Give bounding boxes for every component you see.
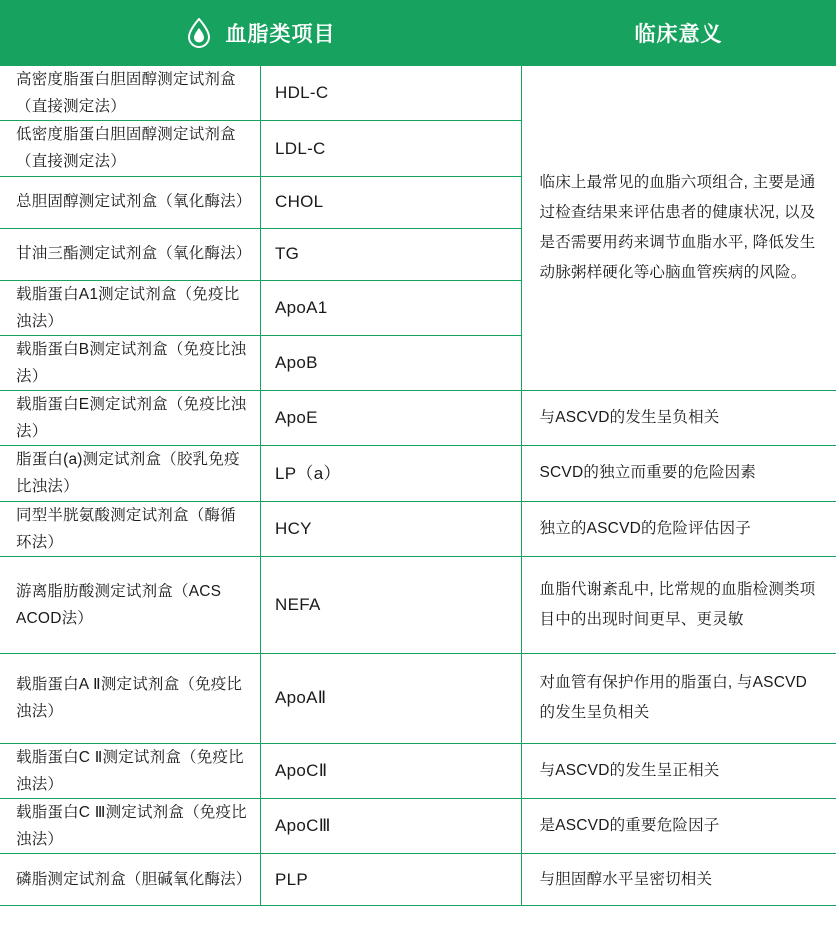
item-name: 载脂蛋白B测定试剂盒（免疫比浊法）: [0, 335, 261, 390]
table-row: [0, 66, 836, 121]
item-name: 载脂蛋白E测定试剂盒（免疫比浊法）: [0, 391, 261, 446]
table-header: [0, 0, 836, 66]
header-cell-items: [0, 0, 521, 66]
item-abbr: ApoB: [261, 335, 522, 390]
item-abbr: ApoA1: [261, 280, 522, 335]
table-header-row: [0, 0, 836, 66]
item-abbr: HCY: [261, 501, 522, 556]
item-name: 载脂蛋白C Ⅲ测定试剂盒（免疫比浊法）: [0, 799, 261, 854]
item-meaning: SCVD的独立而重要的危险因素: [521, 446, 836, 501]
item-abbr: LP（a）: [261, 446, 522, 501]
item-meaning: 独立的ASCVD的危险评估因子: [521, 501, 836, 556]
table-row: [0, 743, 836, 798]
item-name: 甘油三酯测定试剂盒（氧化酶法）: [0, 228, 261, 280]
item-abbr: TG: [261, 228, 522, 280]
item-abbr: ApoE: [261, 391, 522, 446]
item-name: 载脂蛋白A1测定试剂盒（免疫比浊法）: [0, 280, 261, 335]
item-name: 高密度脂蛋白胆固醇测定试剂盒（直接测定法）: [0, 66, 261, 121]
merged-meaning-cell: 临床上最常见的血脂六项组合, 主要是通过检查结果来评估患者的健康状况, 以及是否需要用药来调节血脂水平, 降低发生动脉粥样硬化等心脑血管疾病的风险。: [521, 66, 836, 391]
item-name: 载脂蛋白A Ⅱ测定试剂盒（免疫比浊法）: [0, 653, 261, 743]
table-row: [0, 653, 836, 743]
item-meaning: 与ASCVD的发生呈正相关: [521, 743, 836, 798]
item-abbr: PLP: [261, 854, 522, 906]
item-abbr: ApoCⅢ: [261, 799, 522, 854]
item-abbr: HDL-C: [261, 66, 522, 121]
item-name: 脂蛋白(a)测定试剂盒（胶乳免疫比浊法）: [0, 446, 261, 501]
item-abbr: CHOL: [261, 176, 522, 228]
item-name: 载脂蛋白C Ⅱ测定试剂盒（免疫比浊法）: [0, 743, 261, 798]
table-row: [0, 391, 836, 446]
item-name: 总胆固醇测定试剂盒（氧化酶法）: [0, 176, 261, 228]
item-name: 低密度脂蛋白胆固醇测定试剂盒（直接测定法）: [0, 121, 261, 176]
table-row: [0, 501, 836, 556]
water-drop-icon: [186, 18, 212, 48]
item-abbr: LDL-C: [261, 121, 522, 176]
table-row: [0, 446, 836, 501]
item-meaning: 与胆固醇水平呈密切相关: [521, 854, 836, 906]
item-abbr: NEFA: [261, 556, 522, 653]
item-meaning: 血脂代谢紊乱中, 比常规的血脂检测类项目中的出现时间更早、更灵敏: [521, 556, 836, 653]
table-body: [0, 66, 836, 906]
item-abbr: ApoAⅡ: [261, 653, 522, 743]
item-meaning: 对血管有保护作用的脂蛋白, 与ASCVD的发生呈负相关: [521, 653, 836, 743]
item-meaning: 是ASCVD的重要危险因子: [521, 799, 836, 854]
item-abbr: ApoCⅡ: [261, 743, 522, 798]
table-row: [0, 556, 836, 653]
item-name: 游离脂肪酸测定试剂盒（ACS ACOD法）: [0, 556, 261, 653]
item-meaning: 与ASCVD的发生呈负相关: [521, 391, 836, 446]
header-title-items: 血脂类项目: [225, 23, 336, 46]
table-row: [0, 854, 836, 906]
table-row: [0, 799, 836, 854]
item-name: 同型半胱氨酸测定试剂盒（酶循环法）: [0, 501, 261, 556]
item-name: 磷脂测定试剂盒（胆碱氧化酶法）: [0, 854, 261, 906]
header-cell-meaning: 临床意义: [521, 0, 836, 66]
